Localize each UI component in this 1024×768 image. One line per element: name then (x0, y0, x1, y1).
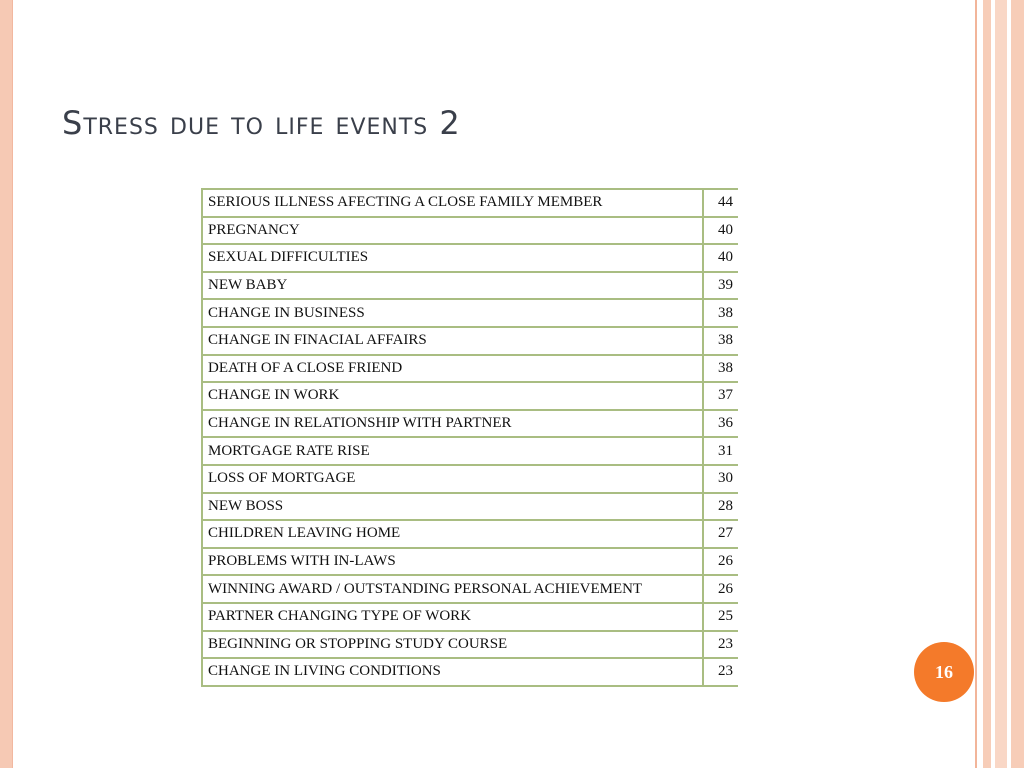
score-cell: 38 (703, 327, 738, 355)
table-row (202, 355, 738, 383)
event-cell: WINNING AWARD / OUTSTANDING PERSONAL ACHIEVEMENT (202, 575, 703, 603)
table-row (202, 272, 738, 300)
event-cell: SERIOUS ILLNESS AFECTING A CLOSE FAMILY MEMBER (202, 189, 703, 217)
table-row (202, 299, 738, 327)
left-frame-line (12, 0, 13, 768)
score-cell: 36 (703, 410, 738, 438)
right-frame-stripe-1 (983, 0, 991, 768)
event-cell: NEW BABY (202, 272, 703, 300)
table-row (202, 382, 738, 410)
life-events-table (201, 188, 738, 687)
event-cell: BEGINNING OR STOPPING STUDY COURSE (202, 631, 703, 659)
event-cell: CHANGE IN BUSINESS (202, 299, 703, 327)
life-events-table-container (201, 188, 738, 724)
event-cell: LOSS OF MORTGAGE (202, 465, 703, 493)
table-row (202, 603, 738, 631)
score-cell: 31 (703, 437, 738, 465)
right-frame-stripe-3 (1011, 0, 1024, 768)
event-cell: CHILDREN LEAVING HOME (202, 520, 703, 548)
right-frame-stripe-2 (995, 0, 1007, 768)
page-number-badge (914, 642, 974, 702)
score-cell: 37 (703, 382, 738, 410)
table-row (202, 631, 738, 659)
score-cell: 23 (703, 658, 738, 686)
left-frame-stripe (0, 0, 12, 768)
event-cell: DEATH OF A CLOSE FRIEND (202, 355, 703, 383)
event-cell: PREGNANCY (202, 217, 703, 245)
score-cell: 38 (703, 299, 738, 327)
score-cell: 23 (703, 631, 738, 659)
score-cell: 28 (703, 493, 738, 521)
event-cell: MORTGAGE RATE RISE (202, 437, 703, 465)
score-cell: 25 (703, 603, 738, 631)
table-row (202, 575, 738, 603)
table-row (202, 548, 738, 576)
event-cell: CHANGE IN RELATIONSHIP WITH PARTNER (202, 410, 703, 438)
event-cell: SEXUAL DIFFICULTIES (202, 244, 703, 272)
page-number: 16 (935, 661, 953, 682)
table-row (202, 217, 738, 245)
table-row (202, 465, 738, 493)
table-row (202, 410, 738, 438)
score-cell: 40 (703, 217, 738, 245)
slide-title: Stress due to life events 2 (62, 104, 461, 142)
score-cell: 40 (703, 244, 738, 272)
score-cell: 30 (703, 465, 738, 493)
table-row (202, 658, 738, 686)
score-cell: 26 (703, 548, 738, 576)
event-cell: CHANGE IN WORK (202, 382, 703, 410)
table-row (202, 244, 738, 272)
event-cell: CHANGE IN LIVING CONDITIONS (202, 658, 703, 686)
right-frame-line (975, 0, 977, 768)
table-row (202, 327, 738, 355)
event-cell: PROBLEMS WITH IN-LAWS (202, 548, 703, 576)
score-cell: 39 (703, 272, 738, 300)
event-cell: PARTNER CHANGING TYPE OF WORK (202, 603, 703, 631)
score-cell: 44 (703, 189, 738, 217)
table-body (202, 189, 738, 686)
table-row (202, 520, 738, 548)
score-cell: 27 (703, 520, 738, 548)
table-row (202, 189, 738, 217)
score-cell: 38 (703, 355, 738, 383)
score-cell: 26 (703, 575, 738, 603)
table-row (202, 437, 738, 465)
event-cell: NEW BOSS (202, 493, 703, 521)
table-row (202, 493, 738, 521)
event-cell: CHANGE IN FINACIAL AFFAIRS (202, 327, 703, 355)
